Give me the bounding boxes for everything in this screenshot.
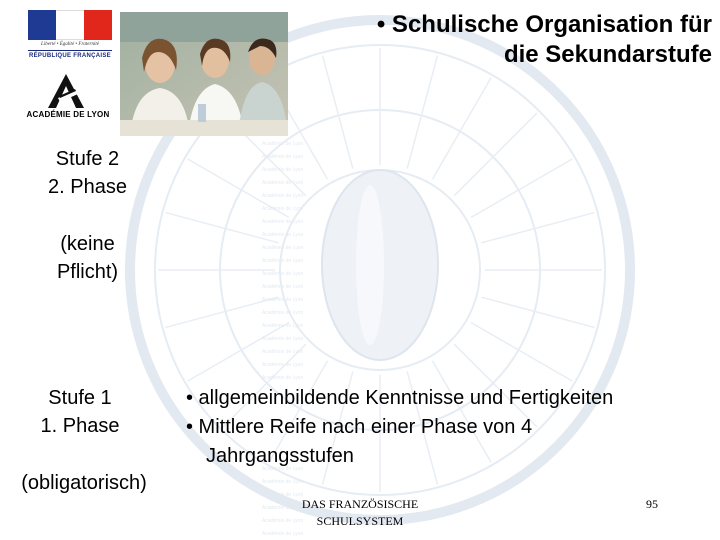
bullet-item: • Mittlere Reife nach einer Phase von 4 xyxy=(186,416,533,438)
svg-text:Académie de Lyon: Académie de Lyon xyxy=(262,154,304,160)
bullet-item-continuation: Jahrgangsstufen xyxy=(206,445,354,467)
stage-2-note-line-2: Pflicht) xyxy=(56,261,119,283)
flag-blue-stripe xyxy=(28,10,56,40)
french-flag-icon xyxy=(28,10,112,40)
svg-text:Académie de Lyon: Académie de Lyon xyxy=(262,206,304,212)
footer-line-1: DAS FRANZÖSISCHE xyxy=(301,497,419,511)
stage-1-note: (obligatorisch) xyxy=(21,472,147,494)
academie-de-lyon-logo xyxy=(18,74,118,124)
slide-title xyxy=(292,10,712,70)
svg-text:Académie de Lyon: Académie de Lyon xyxy=(262,375,304,381)
republique-francaise-logo xyxy=(28,10,112,65)
svg-text:Académie de Lyon: Académie de Lyon xyxy=(262,336,304,342)
stage-1-line-2: 1. Phase xyxy=(40,415,120,437)
stage-1-bullet-list xyxy=(186,384,716,471)
svg-text:Académie de Lyon: Académie de Lyon xyxy=(262,531,304,537)
republique-motto: Liberté • Égalité • Fraternité xyxy=(41,42,99,47)
stage-2-note xyxy=(20,230,155,286)
stage-2-note-line-1: (keine xyxy=(60,233,115,255)
slide-title-line-2: die Sekundarstufe xyxy=(503,41,712,68)
svg-text:Académie de Lyon: Académie de Lyon xyxy=(262,258,304,264)
svg-text:Académie de Lyon: Académie de Lyon xyxy=(262,297,304,303)
svg-text:Académie de Lyon: Académie de Lyon xyxy=(262,167,304,173)
svg-text:Académie de Lyon: Académie de Lyon xyxy=(262,219,304,225)
svg-text:Académie de Lyon: Académie de Lyon xyxy=(262,505,304,511)
stage-1-line-1: Stufe 1 xyxy=(48,387,112,409)
republique-name: RÉPUBLIQUE FRANÇAISE xyxy=(28,50,112,59)
svg-text:Académie de Lyon: Académie de Lyon xyxy=(262,141,304,147)
students-photo xyxy=(120,12,288,136)
svg-text:Académie de Lyon: Académie de Lyon xyxy=(262,466,304,472)
svg-text:Académie de Lyon: Académie de Lyon xyxy=(262,362,304,368)
svg-text:Académie de Lyon: Académie de Lyon xyxy=(262,232,304,238)
svg-text:Académie de Lyon: Académie de Lyon xyxy=(262,323,304,329)
svg-text:Académie de Lyon: Académie de Lyon xyxy=(262,193,304,199)
svg-text:Académie de Lyon: Académie de Lyon xyxy=(262,492,304,498)
flag-white-stripe xyxy=(56,10,84,40)
svg-text:Académie de Lyon: Académie de Lyon xyxy=(262,271,304,277)
page-number: 95 xyxy=(646,497,658,511)
svg-text:Académie de Lyon: Académie de Lyon xyxy=(262,479,304,485)
stage-1-label xyxy=(20,384,140,440)
slide-title-line-1: • Schulische Organisation für xyxy=(376,11,712,38)
footer-line-2: SCHULSYSTEM xyxy=(316,514,404,528)
stage-2-line-2: 2. Phase xyxy=(48,176,127,198)
academie-a-icon xyxy=(48,74,84,108)
svg-text:Académie de Lyon: Académie de Lyon xyxy=(262,180,304,186)
footer-text xyxy=(270,496,450,530)
stage-2-label xyxy=(20,145,155,201)
flag-red-stripe xyxy=(84,10,112,40)
bullet-item: • allgemeinbildende Kenntnisse und Fertigkeiten xyxy=(186,387,614,409)
svg-text:Académie de Lyon: Académie de Lyon xyxy=(262,245,304,251)
academie-name: ACADÉMIE DE LYON xyxy=(26,110,110,119)
svg-text:Académie de Lyon: Académie de Lyon xyxy=(262,349,304,355)
stage-2-line-1: Stufe 2 xyxy=(55,148,120,170)
svg-text:Académie de Lyon: Académie de Lyon xyxy=(262,518,304,524)
svg-text:Académie de Lyon: Académie de Lyon xyxy=(262,284,304,290)
svg-text:Académie de Lyon: Académie de Lyon xyxy=(262,310,304,316)
